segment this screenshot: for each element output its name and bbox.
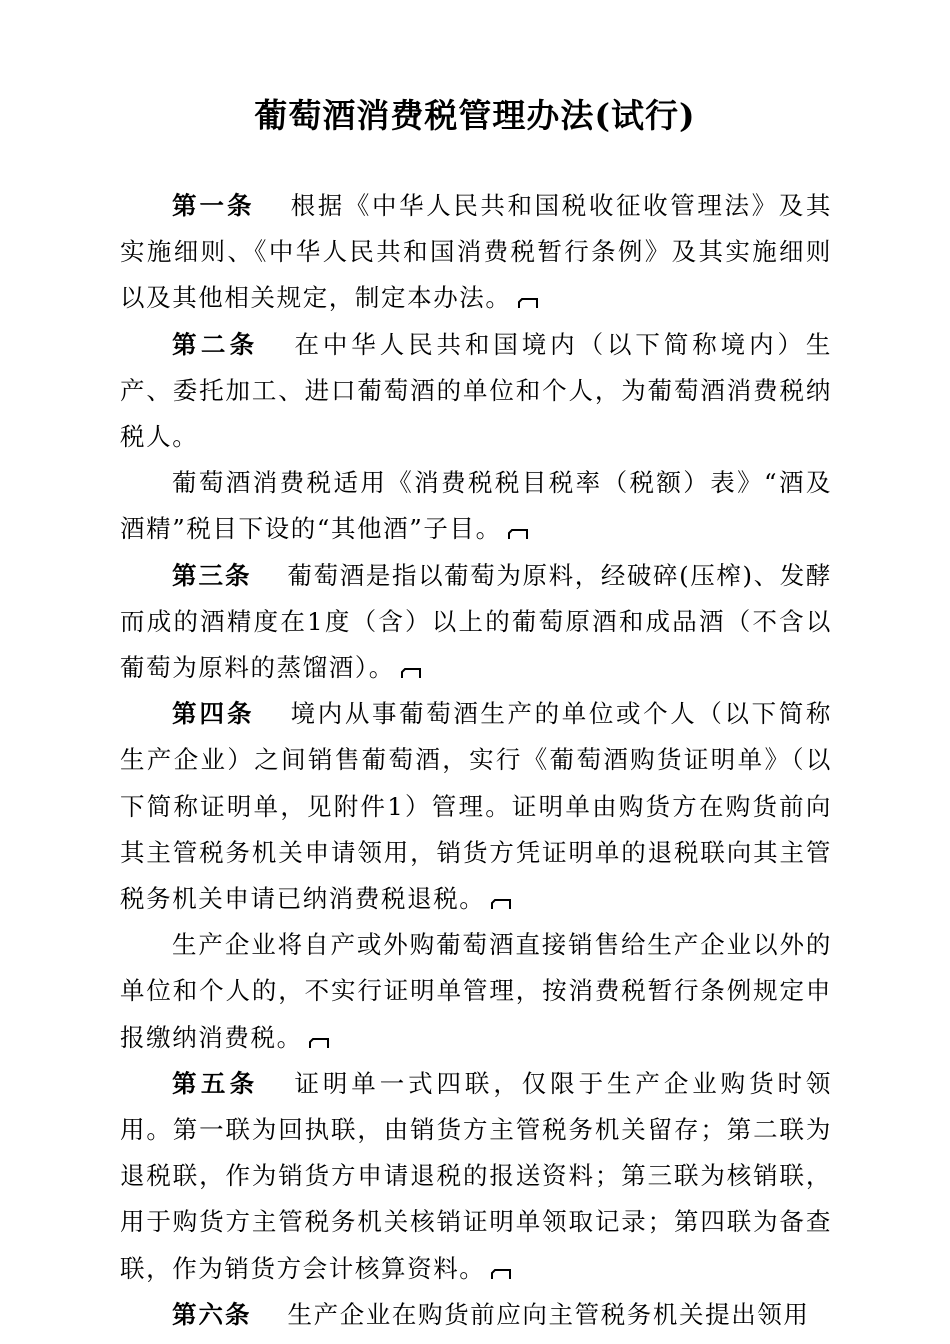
article-2 xyxy=(120,322,832,461)
article-label: 第六条 xyxy=(172,1299,252,1329)
document-body xyxy=(120,183,832,1338)
document-title: 葡萄酒消费税管理办法(试行) xyxy=(254,96,696,135)
paragraph-mark-icon xyxy=(491,1269,511,1280)
paragraph-mark-icon xyxy=(508,529,528,540)
paragraph-mark-icon xyxy=(401,668,421,679)
article-label: 第一条 xyxy=(172,191,255,220)
article-label: 第五条 xyxy=(172,1068,259,1098)
article-label: 第四条 xyxy=(172,699,255,729)
article-6 xyxy=(120,1292,832,1338)
article-label: 第三条 xyxy=(172,560,252,590)
article-text: 根据《中华人民共和国税收征收管理法》及其实施细则、《中华人民共和国消费税暂行条例》及其实施细则以及其他相关规定，制定本办法。 xyxy=(120,191,833,313)
article-text: 证明单一式四联，仅限于生产企业购货时领用。第一联为回执联，由销货方主管税务机关留存；第二联为退税联，作为销货方申请退税的报送资料；第三联为核销联，用于购货方主管税务机关核销证明单领取记录；第四联为备查联，作为销货方会计核算资料。 xyxy=(120,1068,833,1283)
article-label: 第二条 xyxy=(172,329,259,359)
article-3 xyxy=(120,553,832,692)
paragraph-mark-icon xyxy=(309,1038,329,1049)
article-text: 葡萄酒是指以葡萄为原料，经破碎(压榨)、发酵而成的酒精度在1度（含）以上的葡萄原酒和成品酒（不含以葡萄为原料的蒸馏酒）。 xyxy=(120,560,832,683)
article-1 xyxy=(120,183,832,322)
article-4 xyxy=(120,691,832,922)
article-text: 生产企业在购货前应向主管税务机关提出领用 xyxy=(287,1299,810,1329)
article-text: 生产企业将自产或外购葡萄酒直接销售给生产企业以外的单位和个人的，不实行证明单管理，按消费税暂行条例规定申报缴纳消费税。 xyxy=(120,930,832,1052)
article-2-continuation xyxy=(120,460,832,552)
article-text: 葡萄酒消费税适用《消费税税目税率（税额）表》“酒及酒精”税目下设的“其他酒”子目。 xyxy=(120,468,832,544)
article-5 xyxy=(120,1061,832,1292)
article-text: 境内从事葡萄酒生产的单位或个人（以下简称生产企业）之间销售葡萄酒，实行《葡萄酒购货证明单》（以下简称证明单，见附件1）管理。证明单由购货方在购货前向其主管税务机关申请领用，销货方凭证明单的退税联向其主管税务机关申请已纳消费税退税。 xyxy=(120,699,833,914)
paragraph-mark-icon xyxy=(491,899,511,910)
paragraph-mark-icon xyxy=(518,298,538,309)
article-text: 在中华人民共和国境内（以下简称境内）生产、委托加工、进口葡萄酒的单位和个人，为葡萄酒消费税纳税人。 xyxy=(120,329,833,452)
article-4-continuation xyxy=(120,922,832,1061)
